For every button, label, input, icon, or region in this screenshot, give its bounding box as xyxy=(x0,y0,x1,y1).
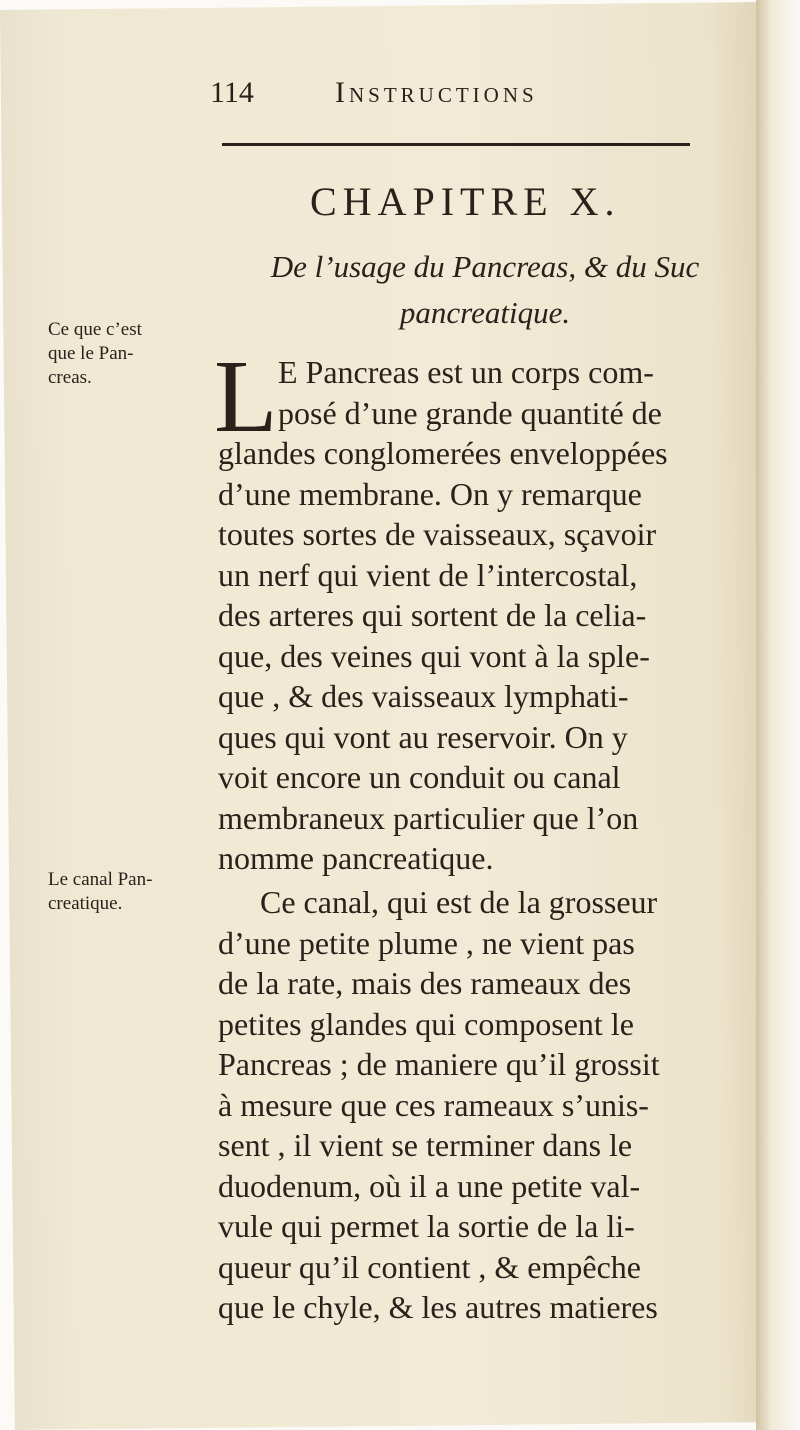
text-line: que , & des vaisseaux lymphati- xyxy=(218,678,629,714)
text-line: que, des veines qui vont à la sple- xyxy=(218,637,650,674)
text-line: Ce canal, qui est de la grosseur xyxy=(260,884,658,920)
chapter-title: CHAPITRE X. xyxy=(310,179,621,224)
text-line: vule qui permet la sortie de la li- xyxy=(218,1208,635,1244)
text-line: petites glandes qui composent le xyxy=(218,1005,634,1042)
page-number: 114 xyxy=(210,76,254,109)
text-line: un nerf qui vient de l’intercostal, xyxy=(218,556,638,593)
text-line: queur qu’il contient , & empêche xyxy=(218,1248,641,1285)
text-line: glandes conglomerées enveloppées xyxy=(218,435,668,471)
text-line: des arteres qui sortent de la celia- xyxy=(218,597,647,633)
running-head: Instructions xyxy=(335,76,538,109)
page-header xyxy=(210,70,650,120)
text-line: d’une membrane. On y remarque xyxy=(218,475,642,512)
margin-note-line: creas. xyxy=(48,367,92,388)
text-line: voit encore un conduit ou canal xyxy=(218,759,621,795)
margin-note-pancreas xyxy=(48,318,208,390)
paragraph-1 xyxy=(218,352,753,879)
subtitle-line: pancreatique. xyxy=(399,295,571,330)
text-line: ques qui vont au reservoir. On y xyxy=(218,718,628,755)
page-edge-shadow xyxy=(756,0,800,1430)
subtitle-line: De l’usage du Pancreas, & du Suc xyxy=(270,249,700,284)
text-line: toutes sortes de vaisseaux, sçavoir xyxy=(218,516,657,552)
text-line: duodenum, où il a une petite val- xyxy=(218,1167,641,1204)
margin-note-line: creatique. xyxy=(48,893,123,914)
header-rule xyxy=(222,143,690,146)
drop-cap: L xyxy=(214,339,278,454)
text-line: que le chyle, & les autres matieres xyxy=(218,1289,658,1325)
text-line: de la rate, mais des rameaux des xyxy=(218,965,632,1001)
chapter-subtitle xyxy=(215,244,755,336)
margin-note-line: Le canal Pan- xyxy=(48,869,153,890)
text-line: membraneux particulier que l’on xyxy=(218,799,639,836)
margin-note-line: Ce que c’est xyxy=(48,319,142,340)
paragraph-2 xyxy=(218,882,753,1328)
margin-note-line: que le Pan- xyxy=(48,343,134,364)
text-line: E Pancreas est un corps com- xyxy=(278,354,654,390)
text-line: posé d’une grande quantité de xyxy=(278,394,662,431)
text-line: à mesure que ces rameaux s’unis- xyxy=(218,1086,649,1123)
text-line: nomme pancreatique. xyxy=(218,840,494,876)
text-line: Pancreas ; de maniere qu’il grossit xyxy=(218,1046,660,1082)
text-line: d’une petite plume , ne vient pas xyxy=(218,924,635,961)
margin-note-canal xyxy=(48,868,208,916)
text-line: sent , il vient se terminer dans le xyxy=(218,1127,633,1163)
